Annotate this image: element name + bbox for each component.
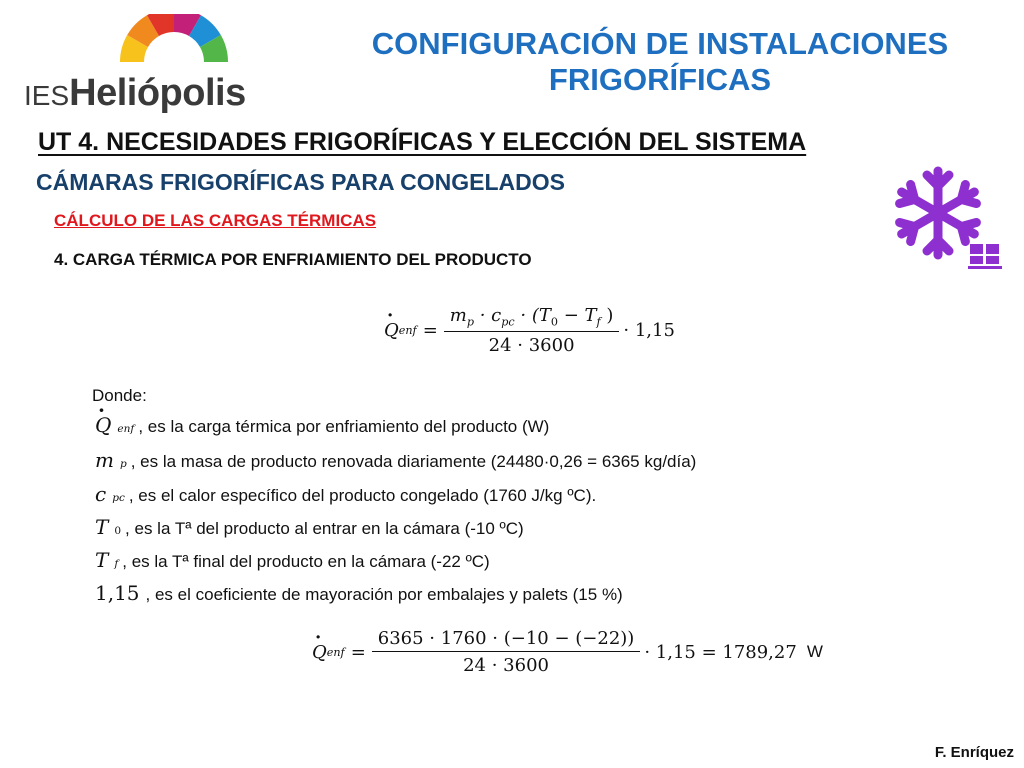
definition-symbol: m bbox=[95, 448, 114, 472]
pallet-boxes-icon bbox=[968, 242, 1002, 270]
definition-text: , es la masa de producto renovada diariamente (24480·0,26 = 6365 kg/día) bbox=[130, 452, 697, 471]
formula-result bbox=[312, 628, 823, 676]
var-tf: − T bbox=[557, 305, 597, 326]
logo-name: Heliópolis bbox=[69, 72, 246, 114]
definition-text: , es la carga térmica por enfriamiento del producto (W) bbox=[138, 417, 550, 436]
formula-general bbox=[384, 305, 675, 356]
var-c-sub: pc bbox=[501, 315, 515, 329]
definition-row bbox=[95, 482, 596, 506]
definition-text: , es la Tª final del producto en la cámara (-22 ºC) bbox=[122, 552, 490, 571]
var-m: m bbox=[449, 305, 467, 326]
definition-row bbox=[95, 448, 696, 472]
footer-author: F. Enríquez bbox=[934, 744, 1014, 761]
formula-q-subscript: enf bbox=[398, 323, 417, 337]
definition-subscript: 0 bbox=[114, 525, 122, 537]
definition-subscript: p bbox=[119, 458, 127, 470]
result-fraction bbox=[372, 628, 641, 676]
formula-factor: · 1,15 bbox=[623, 319, 675, 341]
unit-title: UT 4. NECESIDADES FRIGORÍFICAS Y ELECCIÓN DEL SISTEMA bbox=[38, 128, 807, 156]
definition-text: , es la Tª del producto al entrar en la cámara (-10 ºC) bbox=[125, 519, 524, 538]
definition-symbol: c bbox=[95, 482, 107, 506]
definition-row bbox=[95, 515, 524, 539]
formula-denominator: 24 · 3600 bbox=[488, 334, 575, 356]
var-t0: · (T bbox=[514, 305, 551, 326]
definition-text: , es el coeficiente de mayoración por embalajes y palets (15 %) bbox=[145, 585, 623, 604]
definition-row bbox=[95, 581, 623, 605]
page-title bbox=[300, 26, 1020, 98]
logo-prefix: IES bbox=[24, 80, 70, 111]
formula-numerator bbox=[444, 305, 620, 332]
equals-sign: = bbox=[350, 641, 366, 663]
definition-row bbox=[95, 548, 490, 572]
section-title: CÁMARAS FRIGORÍFICAS PARA CONGELADOS bbox=[36, 169, 565, 195]
formula-q-symbol: · Q bbox=[384, 320, 399, 341]
page-title-line1: CONFIGURACIÓN DE INSTALACIONES bbox=[371, 26, 949, 61]
heading-cooling-load: 4. CARGA TÉRMICA POR ENFRIAMIENTO DEL PRODUCTO bbox=[54, 250, 532, 269]
result-numerator: 6365 · 1760 · (−10 − (−22)) bbox=[372, 628, 641, 652]
definition-subscript: f bbox=[114, 558, 119, 570]
page-title-line2: FRIGORÍFICAS bbox=[548, 62, 772, 97]
paren-close: ) bbox=[600, 305, 614, 326]
result-q-subscript: enf bbox=[326, 645, 345, 659]
definition-subscript: enf bbox=[117, 423, 135, 435]
definition-symbol: · Q bbox=[95, 413, 111, 437]
result-denominator: 24 · 3600 bbox=[463, 655, 549, 676]
subsection-title: CÁLCULO DE LAS CARGAS TÉRMICAS bbox=[54, 211, 377, 230]
definition-symbol: 1,15 bbox=[95, 581, 140, 605]
var-t0-sub: 0 bbox=[550, 315, 558, 329]
var-m-sub: p bbox=[466, 315, 475, 329]
definitions-intro: Donde: bbox=[92, 386, 147, 405]
definition-symbol: T bbox=[95, 548, 109, 572]
definition-symbol: T bbox=[95, 515, 109, 539]
definition-row bbox=[95, 413, 549, 437]
result-unit: W bbox=[806, 642, 823, 661]
result-q-symbol: · Q bbox=[312, 642, 327, 663]
equals-sign: = bbox=[422, 319, 438, 341]
definition-subscript: pc bbox=[112, 492, 125, 504]
definition-text: , es el calor específico del producto congelado (1760 J/kg ºC). bbox=[128, 486, 597, 505]
logo-wordmark bbox=[24, 72, 246, 115]
var-tf-sub: f bbox=[596, 315, 601, 329]
var-c: · c bbox=[474, 305, 502, 326]
formula-fraction bbox=[444, 305, 620, 356]
result-tail: · 1,15 = 1789,27 bbox=[644, 641, 797, 663]
